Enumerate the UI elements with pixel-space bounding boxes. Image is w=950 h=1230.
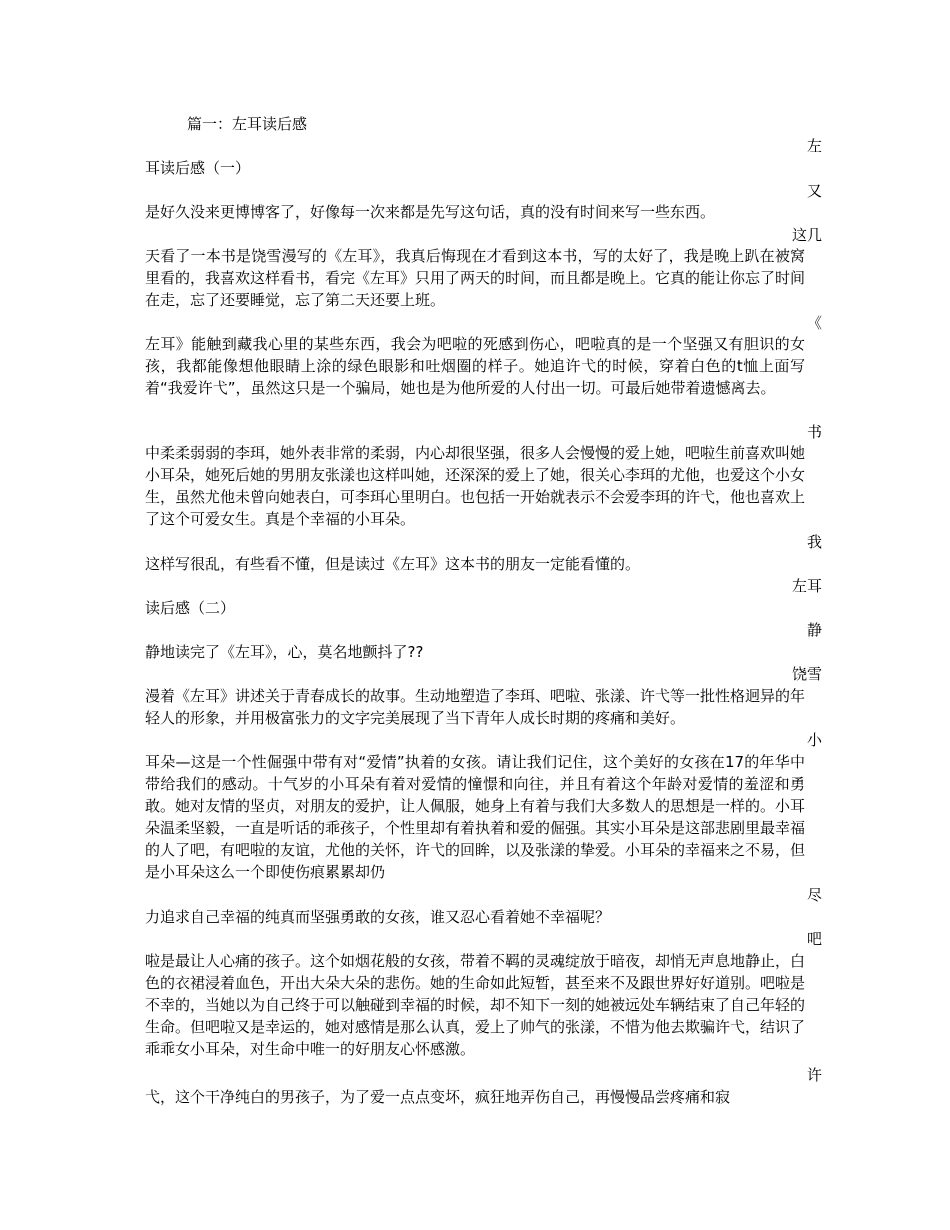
paragraph: 天看了一本书是饶雪漫写的《左耳》，我真后悔现在才看到这本书，写的太好了，我是晚上趴在被窝里看的，我喜欢这样看书，看完《左耳》只用了两天的时间，而且都是晚上。它真的能让你忘了时间在走，忘了还要睡觉，忘了第二天还要上班。 xyxy=(145,247,806,309)
paragraph-start-fragment: 静 xyxy=(806,621,822,639)
paragraph: 左耳》能触到藏我心里的某些东西，我会为吧啦的死感到伤心，吧啦真的是一个坚强又有胆识的女孩，我都能像想他眼睛上涂的绿色眼影和吐烟圈的样子。她追许弋的时候，穿着白色的t恤上面写着“我爱许弋”，虽然这只是一个骗局，她也是为他所爱的人付出一切。可最后她带着遗憾离去。 xyxy=(145,335,805,397)
paragraph: 这样写很乱，有些看不懂，但是读过《左耳》这本书的朋友一定能看懂的。 xyxy=(145,555,641,573)
paragraph-start-fragment: 这几 xyxy=(791,226,822,244)
paragraph: 漫着《左耳》讲述关于青春成长的故事。生动地塑造了李珥、吧啦、张漾、许弋等一批性格迥异的年轻人的形象，并用极富张力的文字完美展现了当下青年人成长时期的疼痛和美好。 xyxy=(145,687,806,727)
paragraph: 中柔柔弱弱的李珥，她外表非常的柔弱，内心却很坚强，很多人会慢慢的爱上她，吧啦生前喜欢叫她小耳朵，她死后她的男朋友张漾也这样叫她，还深深的爱上了她，很关心李珥的尤他，也爱这个小女生，虽然尤他未曾向她表白，可李珥心里明白。也包括一开始就表示不会爱李珥的许弋，他也喜欢上了这个可爱女生。真是个幸福的小耳朵。 xyxy=(145,444,806,528)
paragraph: 啦是最让人心痛的孩子。这个如烟花般的女孩，带着不羁的灵魂绽放于暗夜，却悄无声息地静止，白色的衣裙浸着血色，开出大朵大朵的悲伤。她的生命如此短暂，甚至来不及跟世界好好道别。吧啦是不幸的，当她以为自己终于可以触碰到幸福的时候，却不知下一刻的她被远处车辆结束了自己年轻的生命。但吧啦又是幸运的，她对感情是那么认真，爱上了帅气的张漾，不惜为他去欺骗许弋，结识了乖乖女小耳朵，对生命中唯一的好朋友心怀感激。 xyxy=(145,952,806,1058)
paragraph-start-fragment: 小 xyxy=(806,731,822,749)
paragraph: 耳读后感（一） xyxy=(145,159,251,177)
paragraph: 静地读完了《左耳》，心，莫名地颤抖了?? xyxy=(145,643,424,661)
paragraph-start-fragment: 左 xyxy=(806,137,822,155)
paragraph-start-fragment: 饶雪 xyxy=(791,665,822,683)
paragraph-start-fragment: 尽 xyxy=(806,886,822,904)
paragraph-start-fragment: 左耳 xyxy=(791,577,822,595)
paragraph: 弋，这个干净纯白的男孩子，为了爱一点点变坏，疯狂地弄伤自己，再慢慢品尝疼痛和寂 xyxy=(145,1088,731,1106)
paragraph: 是好久没来更博博客了，好像每一次来都是先写这句话，真的没有时间来写一些东西。 xyxy=(145,203,716,221)
paragraph: 力追求自己幸福的纯真而坚强勇敢的女孩，谁又忍心看着她不幸福呢？ xyxy=(145,908,611,926)
paragraph-start-fragment: 吧 xyxy=(806,930,822,948)
paragraph-start-fragment: 书 xyxy=(806,423,822,441)
paragraph-start-fragment: 我 xyxy=(806,533,822,551)
paragraph: 耳朵—这是一个性倔强中带有对“爱情”执着的女孩。请让我们记住，这个美好的女孩在17的年华中带给我们的感动。十气岁的小耳朵有着对爱情的憧憬和向往，并且有着这个年龄对爱情的羞涩和勇敢。她对友情的坚贞，对朋友的爱护，让人佩服，她身上有着与我们大多数人的思想是一样的。小耳朵温柔坚毅，一直是听话的乖孩子，个性里却有着执着和爱的倔强。其实小耳朵是这部悲剧里最幸福的人了吧，有吧啦的友谊，尤他的关怀，许弋的回眸，以及张漾的挚爱。小耳朵的幸福来之不易，但是小耳朵这么一个即使伤痕累累却仍 xyxy=(145,753,806,881)
paragraph: 读后感（二） xyxy=(145,599,236,617)
paragraph-start-fragment: 又 xyxy=(806,182,822,200)
document-title: 篇一：左耳读后感 xyxy=(187,115,308,133)
paragraph-start-fragment: 《 xyxy=(806,314,822,332)
paragraph-start-fragment: 许 xyxy=(806,1066,822,1084)
